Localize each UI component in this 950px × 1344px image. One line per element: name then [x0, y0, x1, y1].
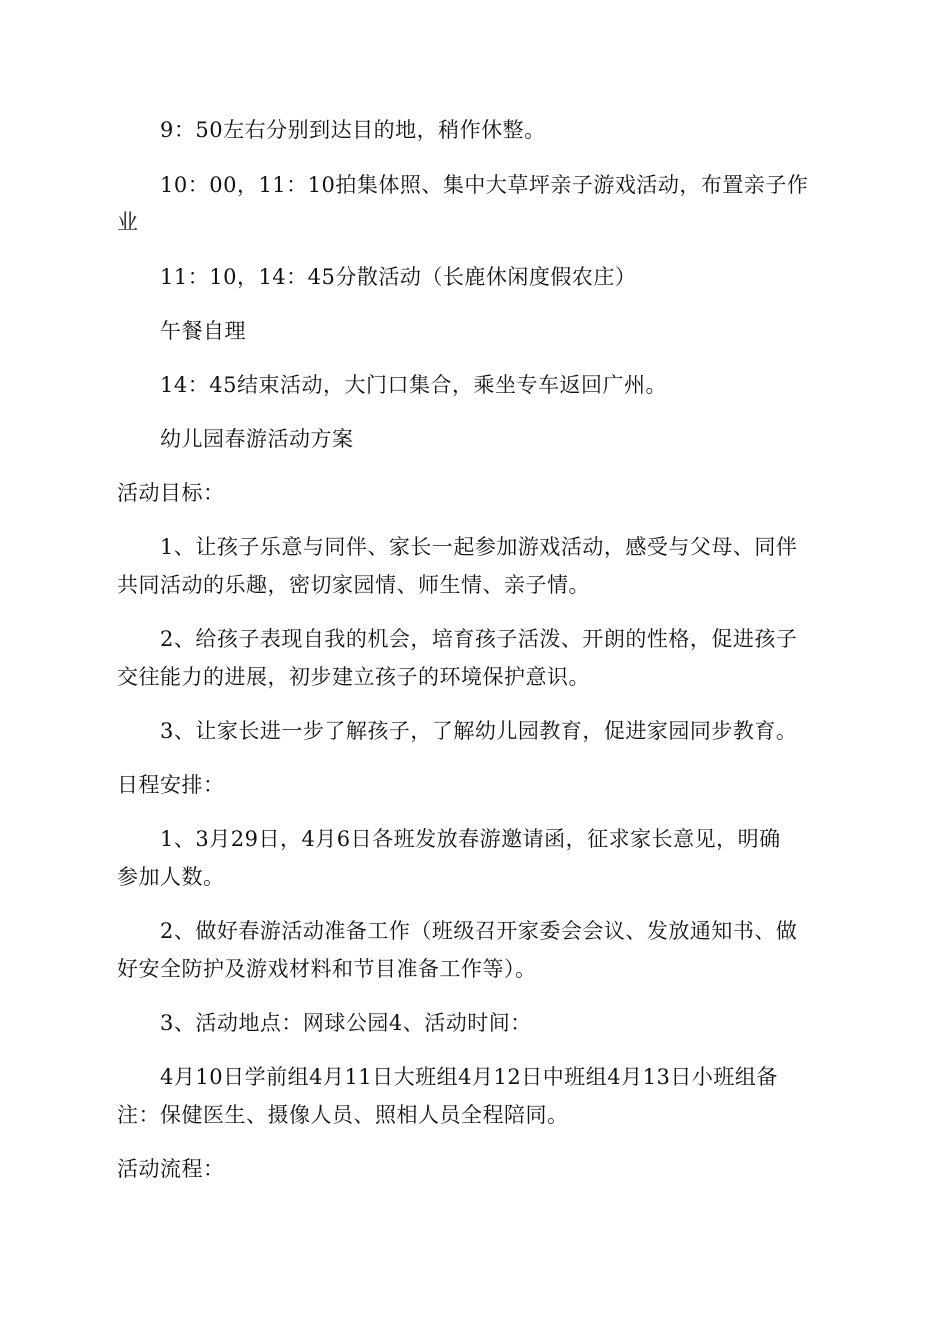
- schedule-item-2-line-2: 好安全防护及游戏材料和节目准备工作等）。: [117, 957, 537, 981]
- schedule-item-3: 3、活动地点：网球公园4、活动时间：: [160, 1011, 532, 1035]
- schedule-dates-line-2: 注：保健医生、摄像人员、照相人员全程陪同。: [117, 1103, 569, 1127]
- schedule-dates-line-1: 4月10日学前组4月11日大班组4月12日中班组4月13日小班组备: [160, 1065, 778, 1089]
- heading-schedule: 日程安排：: [117, 773, 225, 797]
- schedule-line-return: 14：45结束活动，大门口集合，乘坐专车返回广州。: [160, 373, 667, 397]
- goal-1-line-2: 共同活动的乐趣，密切家园情、师生情、亲子情。: [117, 573, 590, 597]
- goal-2-line-2: 交往能力的进展，初步建立孩子的环境保护意识。: [117, 665, 590, 689]
- schedule-line-photo: 10：00，11：10拍集体照、集中大草坪亲子游戏活动，布置亲子作: [160, 173, 809, 197]
- schedule-item-1-line-2: 参加人数。: [117, 865, 225, 889]
- schedule-line-free-activity: 11：10，14：45分散活动（长鹿休闲度假农庄）: [160, 265, 637, 289]
- goal-1-line-1: 1、让孩子乐意与同伴、家长一起参加游戏活动，感受与父母、同伴: [160, 535, 798, 559]
- schedule-item-2-line-1: 2、做好春游活动准备工作（班级召开家委会会议、发放通知书、做: [160, 919, 798, 943]
- schedule-item-1-line-1: 1、3月29日，4月6日各班发放春游邀请函，征求家长意见，明确: [160, 827, 781, 851]
- goal-3: 3、让家长进一步了解孩子，了解幼儿园教育，促进家园同步教育。: [160, 719, 798, 743]
- heading-process: 活动流程：: [117, 1157, 225, 1181]
- section-title: 幼儿园春游活动方案: [160, 427, 354, 451]
- schedule-line-photo-cont: 业: [117, 210, 139, 234]
- goal-2-line-1: 2、给孩子表现自我的机会，培育孩子活泼、开朗的性格，促进孩子: [160, 627, 798, 651]
- schedule-line-lunch: 午餐自理: [160, 319, 246, 343]
- schedule-line-arrival: 9：50左右分别到达目的地，稍作休整。: [160, 118, 546, 142]
- heading-goals: 活动目标：: [117, 481, 225, 505]
